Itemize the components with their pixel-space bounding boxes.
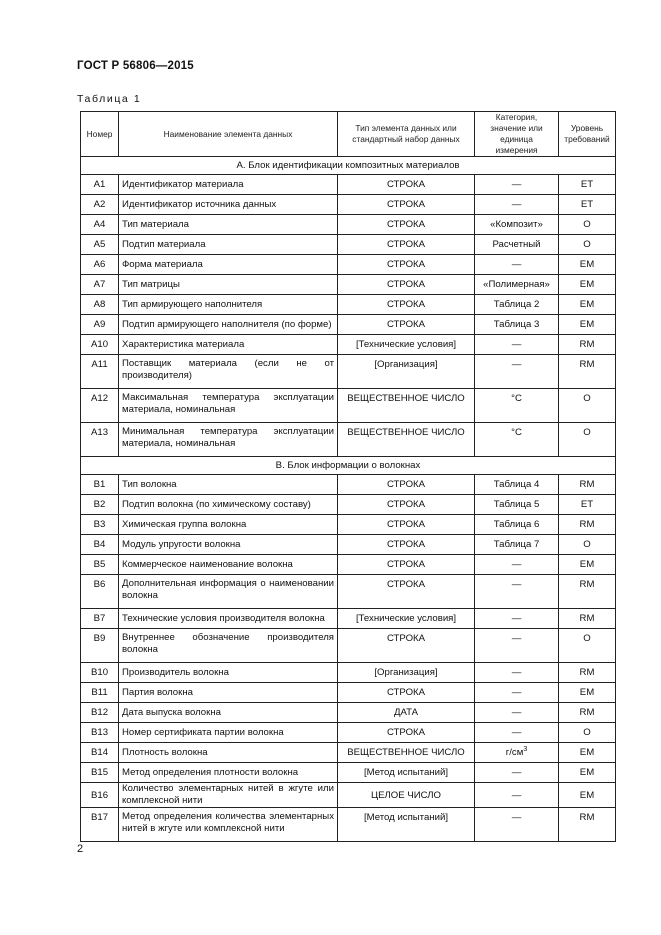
element-name: Номер сертификата партии волокна	[119, 723, 338, 743]
unit-value: —	[475, 703, 559, 723]
data-type: ВЕЩЕСТВЕННОЕ ЧИСЛО	[338, 423, 475, 457]
row-number: А8	[81, 295, 119, 315]
section-header-row	[81, 457, 616, 475]
row-number: А12	[81, 389, 119, 423]
row-number: А6	[81, 255, 119, 275]
requirement-level: ЕТ	[559, 495, 616, 515]
data-type: СТРОКА	[338, 235, 475, 255]
table-row	[81, 683, 616, 703]
element-name: Поставщик материала (если не от производителя)	[119, 355, 338, 389]
requirement-level: О	[559, 723, 616, 743]
requirement-level: О	[559, 215, 616, 235]
row-number: А5	[81, 235, 119, 255]
table-row	[81, 195, 616, 215]
element-name: Минимальная температура эксплуатации материала, номинальная	[119, 423, 338, 457]
requirement-level: ЕМ	[559, 743, 616, 763]
row-number: А2	[81, 195, 119, 215]
unit-value: —	[475, 335, 559, 355]
requirement-level: О	[559, 389, 616, 423]
row-number: В16	[81, 783, 119, 808]
row-number: В12	[81, 703, 119, 723]
row-number: В9	[81, 629, 119, 663]
table-header-row	[81, 112, 616, 157]
unit-value: —	[475, 683, 559, 703]
header-data-type: Тип элемента данных или стандартный набор данных	[338, 112, 475, 157]
unit-value: —	[475, 195, 559, 215]
element-name: Метод определения плотности волокна	[119, 763, 338, 783]
element-name: Модуль упругости волокна	[119, 535, 338, 555]
table-row	[81, 575, 616, 609]
table-row	[81, 763, 616, 783]
data-type: СТРОКА	[338, 515, 475, 535]
requirement-level: ЕМ	[559, 763, 616, 783]
data-type: СТРОКА	[338, 295, 475, 315]
requirement-level: ЕМ	[559, 783, 616, 808]
data-type: ДАТА	[338, 703, 475, 723]
table-row	[81, 555, 616, 575]
data-type: ЦЕЛОЕ ЧИСЛО	[338, 783, 475, 808]
requirement-level: О	[559, 235, 616, 255]
data-type: ВЕЩЕСТВЕННОЕ ЧИСЛО	[338, 389, 475, 423]
requirement-level: ЕМ	[559, 555, 616, 575]
element-name: Тип волокна	[119, 475, 338, 495]
unit-value: —	[475, 629, 559, 663]
requirement-level: RM	[559, 515, 616, 535]
unit-value: °С	[475, 423, 559, 457]
row-number: А1	[81, 175, 119, 195]
unit-value: —	[475, 763, 559, 783]
data-type: СТРОКА	[338, 723, 475, 743]
unit-value: —	[475, 575, 559, 609]
table-row	[81, 175, 616, 195]
table-row	[81, 515, 616, 535]
header-number: Номер	[81, 112, 119, 157]
row-number: В4	[81, 535, 119, 555]
data-type: СТРОКА	[338, 255, 475, 275]
data-type: СТРОКА	[338, 495, 475, 515]
table-row	[81, 663, 616, 683]
requirement-level: О	[559, 423, 616, 457]
unit-value: —	[475, 808, 559, 842]
requirement-level: RM	[559, 663, 616, 683]
data-type: [Организация]	[338, 663, 475, 683]
requirement-level: О	[559, 535, 616, 555]
row-number: В11	[81, 683, 119, 703]
row-number: В7	[81, 609, 119, 629]
unit-value: —	[475, 783, 559, 808]
element-name: Подтип материала	[119, 235, 338, 255]
row-number: В3	[81, 515, 119, 535]
data-type: СТРОКА	[338, 535, 475, 555]
unit-value: Таблица 3	[475, 315, 559, 335]
table-row	[81, 275, 616, 295]
data-elements-table	[80, 111, 616, 842]
table-caption: Таблица 1	[77, 93, 142, 105]
data-type: [Метод испытаний]	[338, 763, 475, 783]
element-name: Дата выпуска волокна	[119, 703, 338, 723]
unit-value: °С	[475, 389, 559, 423]
data-type: СТРОКА	[338, 475, 475, 495]
header-unit: Категория, значение или единица измерения	[475, 112, 559, 157]
row-number: В17	[81, 808, 119, 842]
header-requirement-level: Уровень требований	[559, 112, 616, 157]
header-element-name: Наименование элемента данных	[119, 112, 338, 157]
data-type: [Технические условия]	[338, 609, 475, 629]
element-name: Идентификатор материала	[119, 175, 338, 195]
table-row	[81, 629, 616, 663]
table-row	[81, 743, 616, 763]
element-name: Идентификатор источника данных	[119, 195, 338, 215]
element-name: Характеристика материала	[119, 335, 338, 355]
row-number: А10	[81, 335, 119, 355]
data-type: СТРОКА	[338, 175, 475, 195]
row-number: А4	[81, 215, 119, 235]
requirement-level: RM	[559, 703, 616, 723]
table-row	[81, 389, 616, 423]
element-name: Химическая группа волокна	[119, 515, 338, 535]
element-name: Производитель волокна	[119, 663, 338, 683]
unit-value: Таблица 4	[475, 475, 559, 495]
requirement-level: ЕМ	[559, 683, 616, 703]
data-type: СТРОКА	[338, 275, 475, 295]
document-standard-title: ГОСТ Р 56806—2015	[77, 60, 194, 72]
table-row	[81, 535, 616, 555]
unit-value: —	[475, 555, 559, 575]
table-row	[81, 255, 616, 275]
requirement-level: ЕМ	[559, 295, 616, 315]
row-number: В5	[81, 555, 119, 575]
element-name: Количество элементарных нитей в жгуте или комплексной нити	[119, 783, 338, 808]
row-number: В14	[81, 743, 119, 763]
requirement-level: ЕМ	[559, 275, 616, 295]
section-title: А. Блок идентификации композитных материалов	[81, 157, 616, 175]
requirement-level: ЕМ	[559, 315, 616, 335]
requirement-level: О	[559, 629, 616, 663]
unit-value: —	[475, 663, 559, 683]
data-type: СТРОКА	[338, 555, 475, 575]
requirement-level: RM	[559, 808, 616, 842]
table-row	[81, 335, 616, 355]
data-type: СТРОКА	[338, 315, 475, 335]
page-number: 2	[77, 843, 84, 855]
table-row	[81, 723, 616, 743]
unit-value: Таблица 7	[475, 535, 559, 555]
unit-value	[475, 743, 559, 763]
table-row	[81, 609, 616, 629]
section-header-row	[81, 157, 616, 175]
row-number: В13	[81, 723, 119, 743]
table-row	[81, 215, 616, 235]
data-type: [Организация]	[338, 355, 475, 389]
unit-value: «Полимерная»	[475, 275, 559, 295]
data-type: СТРОКА	[338, 195, 475, 215]
unit-value: «Композит»	[475, 215, 559, 235]
unit-value: Таблица 6	[475, 515, 559, 535]
requirement-level: ЕТ	[559, 175, 616, 195]
element-name: Плотность волокна	[119, 743, 338, 763]
data-type: СТРОКА	[338, 629, 475, 663]
section-title: В. Блок информации о волокнах	[81, 457, 616, 475]
element-name: Подтип армирующего наполнителя (по форме)	[119, 315, 338, 335]
element-name: Тип матрицы	[119, 275, 338, 295]
table-row	[81, 295, 616, 315]
row-number: А11	[81, 355, 119, 389]
unit-value: —	[475, 355, 559, 389]
unit-value: —	[475, 175, 559, 195]
data-type: СТРОКА	[338, 575, 475, 609]
requirement-level: ЕМ	[559, 255, 616, 275]
unit-value: —	[475, 255, 559, 275]
requirement-level: RM	[559, 355, 616, 389]
requirement-level: RM	[559, 335, 616, 355]
table-row	[81, 475, 616, 495]
requirement-level: RM	[559, 475, 616, 495]
row-number: В2	[81, 495, 119, 515]
unit-value: —	[475, 609, 559, 629]
unit-superscript: 3	[523, 745, 528, 753]
table-row	[81, 423, 616, 457]
table-row	[81, 235, 616, 255]
row-number: В10	[81, 663, 119, 683]
row-number: А9	[81, 315, 119, 335]
row-number: В15	[81, 763, 119, 783]
unit-value: Расчетный	[475, 235, 559, 255]
data-type: ВЕЩЕСТВЕННОЕ ЧИСЛО	[338, 743, 475, 763]
table-row	[81, 355, 616, 389]
element-name: Подтип волокна (по химическому составу)	[119, 495, 338, 515]
data-type: [Метод испытаний]	[338, 808, 475, 842]
requirement-level: RM	[559, 609, 616, 629]
requirement-level: ЕТ	[559, 195, 616, 215]
table-row	[81, 495, 616, 515]
table-row	[81, 808, 616, 842]
element-name: Метод определения количества элементарных нитей в жгуте или комплексной нити	[119, 808, 338, 842]
data-type: СТРОКА	[338, 683, 475, 703]
row-number: А13	[81, 423, 119, 457]
unit-value: Таблица 5	[475, 495, 559, 515]
unit-value: —	[475, 723, 559, 743]
element-name: Партия волокна	[119, 683, 338, 703]
data-type: [Технические условия]	[338, 335, 475, 355]
element-name: Тип материала	[119, 215, 338, 235]
element-name: Форма материала	[119, 255, 338, 275]
element-name: Внутреннее обозначение производителя волокна	[119, 629, 338, 663]
table-row	[81, 783, 616, 808]
requirement-level: RM	[559, 575, 616, 609]
table-row	[81, 315, 616, 335]
element-name: Технические условия производителя волокна	[119, 609, 338, 629]
table-row	[81, 703, 616, 723]
row-number: А7	[81, 275, 119, 295]
data-type: СТРОКА	[338, 215, 475, 235]
row-number: В1	[81, 475, 119, 495]
element-name: Тип армирующего наполнителя	[119, 295, 338, 315]
element-name: Максимальная температура эксплуатации материала, номинальная	[119, 389, 338, 423]
unit-value: Таблица 2	[475, 295, 559, 315]
row-number: В6	[81, 575, 119, 609]
element-name: Коммерческое наименование волокна	[119, 555, 338, 575]
element-name: Дополнительная информация о наименовании волокна	[119, 575, 338, 609]
unit-text: г/см	[505, 747, 524, 758]
